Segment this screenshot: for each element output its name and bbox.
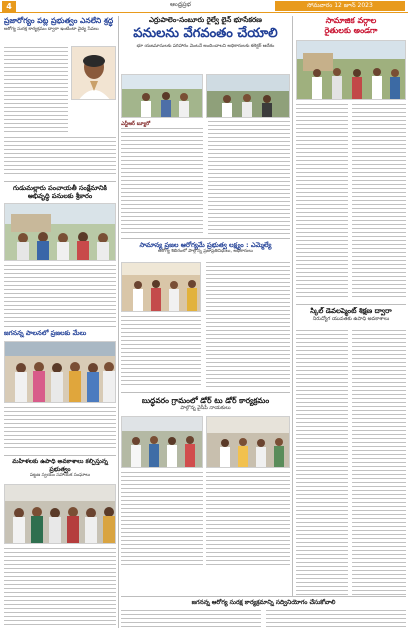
lead-subhead: భూ యజమానులకు పరిహారం వెంటనే అందించాలని అధికారులకు కలెక్టర్ ఆదేశం <box>136 44 275 49</box>
center-story3-photo-1 <box>121 416 203 468</box>
left-divider-3 <box>4 455 116 456</box>
right-story1-body-2 <box>352 104 406 300</box>
center-story3-subhead: పాల్గొన్న వైసీపీ నాయకులు <box>180 405 231 411</box>
lead-kicker: ఎర్రుపాలెం-సంబూరు రైల్వే లైన్ భూసేకరణ <box>149 16 262 24</box>
right-story2-body-1 <box>296 330 348 596</box>
left-divider-1 <box>4 181 116 182</box>
center-story2-headline: సామాన్య ప్రజల ఆరోగ్యమే ప్రభుత్వ లక్ష్యం : ఎమ్మెల్యే <box>139 241 272 249</box>
center-story2-photo <box>121 262 201 312</box>
left-story4 <box>4 458 116 479</box>
lead-photo-1 <box>121 74 203 118</box>
left-story4-photo <box>4 484 116 544</box>
bottom-body-1 <box>121 610 261 628</box>
left-story4-body <box>4 548 116 626</box>
column-divider-right <box>292 16 293 596</box>
center-divider-2 <box>121 392 290 393</box>
left-column <box>4 16 116 32</box>
lead-byline: ఎన్టీఆర్ బ్యూరో <box>121 121 151 127</box>
left-story2-photo <box>4 203 116 261</box>
lead-body-col2 <box>208 121 290 234</box>
center-story2-header <box>121 241 290 255</box>
right-story1-header <box>296 16 406 36</box>
center-story3-photo-2 <box>206 416 290 468</box>
lead-headline: పనులను వేగవంతం చేయాలి <box>133 26 278 41</box>
left-story1-portrait <box>71 46 116 100</box>
center-story2-body-1 <box>121 316 201 388</box>
right-story1-photo <box>296 40 406 100</box>
bottom-divider <box>121 596 406 597</box>
center-story3-body-2 <box>206 472 290 568</box>
bottom-headline: జగనన్న ఆరోగ్య సురక్ష కార్యక్రమాన్ని సద్వినియోగం చేసుకోవాలి <box>191 599 336 606</box>
page-header <box>0 0 408 13</box>
page-number: 4 <box>2 1 16 12</box>
left-story2 <box>4 184 116 200</box>
masthead: ఆంధ్రప్రభ <box>170 1 191 8</box>
header-rule <box>0 12 408 13</box>
column-divider-left <box>118 16 119 628</box>
left-story2-subhead: అభివృద్ధి పనులకు శ్రీకారం <box>27 192 93 200</box>
left-story2-body <box>4 265 116 323</box>
right-story1-headline: సామాజిక వర్గాల <box>325 16 377 25</box>
lead-body-col1 <box>121 128 203 234</box>
right-story2-header <box>296 307 406 323</box>
left-story1-subhead: ఆరోగ్య సురక్ష కార్యక్రమం ద్వారా ఇంటింటా వైద్య సేవలు <box>4 27 99 32</box>
center-story2-body-2 <box>206 262 290 388</box>
lead-story-header <box>121 16 290 50</box>
left-story2-headline: గుడుమల్లారు పంచాయతీ సంక్షేమానికి <box>13 184 107 192</box>
right-story2-headline: స్కిల్ డెవలప్మెంట్ శిక్షణ ద్వారా <box>310 307 392 315</box>
lead-photo-2 <box>206 74 290 118</box>
right-story1-headline2: రైతులకు అండగా <box>324 26 378 35</box>
bottom-story-header <box>121 599 406 607</box>
right-story2-body-2 <box>352 330 406 596</box>
left-story3-body <box>4 407 116 451</box>
left-story4-subhead: పట్టణ స్వయం సహాయక సంఘాలు <box>29 473 91 478</box>
center-divider-1 <box>121 238 290 239</box>
left-story4-headline: మహిళలకు ఉపాధి అవకాశాలు కల్పిస్తున్న ప్రభుత్వం <box>12 458 108 473</box>
right-divider-1 <box>296 304 406 305</box>
center-story3-headline: బుద్ధవరం గ్రామంలో డోర్ టు డోర్ కార్యక్రమం <box>141 396 270 405</box>
center-story3-header <box>121 396 290 412</box>
center-story2-subhead: ఆరోగ్య శిబిరంలో పాల్గొన్న ప్రజాప్రతినిధులు, అధికారులు <box>158 249 253 254</box>
left-story3 <box>4 329 116 337</box>
date-banner: సోమవారం 12 జూన్ 2023 <box>275 1 405 11</box>
bottom-body-2 <box>266 610 406 628</box>
left-story3-headline: జగనన్న పాలనలో ప్రజలకు మేలు <box>4 329 87 337</box>
left-story1-body-2 <box>4 137 116 177</box>
right-story2-subhead: నిరుద్యోగ యువతకు ఉపాధి అవకాశాలు <box>312 316 390 322</box>
left-divider-2 <box>4 326 116 327</box>
left-story1-body <box>4 47 68 135</box>
left-story3-photo <box>4 341 116 403</box>
left-story1-headline: ప్రజారోగ్యం పట్ల ప్రభుత్వం ఎనలేని శ్రద్ధ <box>4 16 114 25</box>
right-story1-body-1 <box>296 104 348 300</box>
center-story3-body-1 <box>121 472 203 568</box>
